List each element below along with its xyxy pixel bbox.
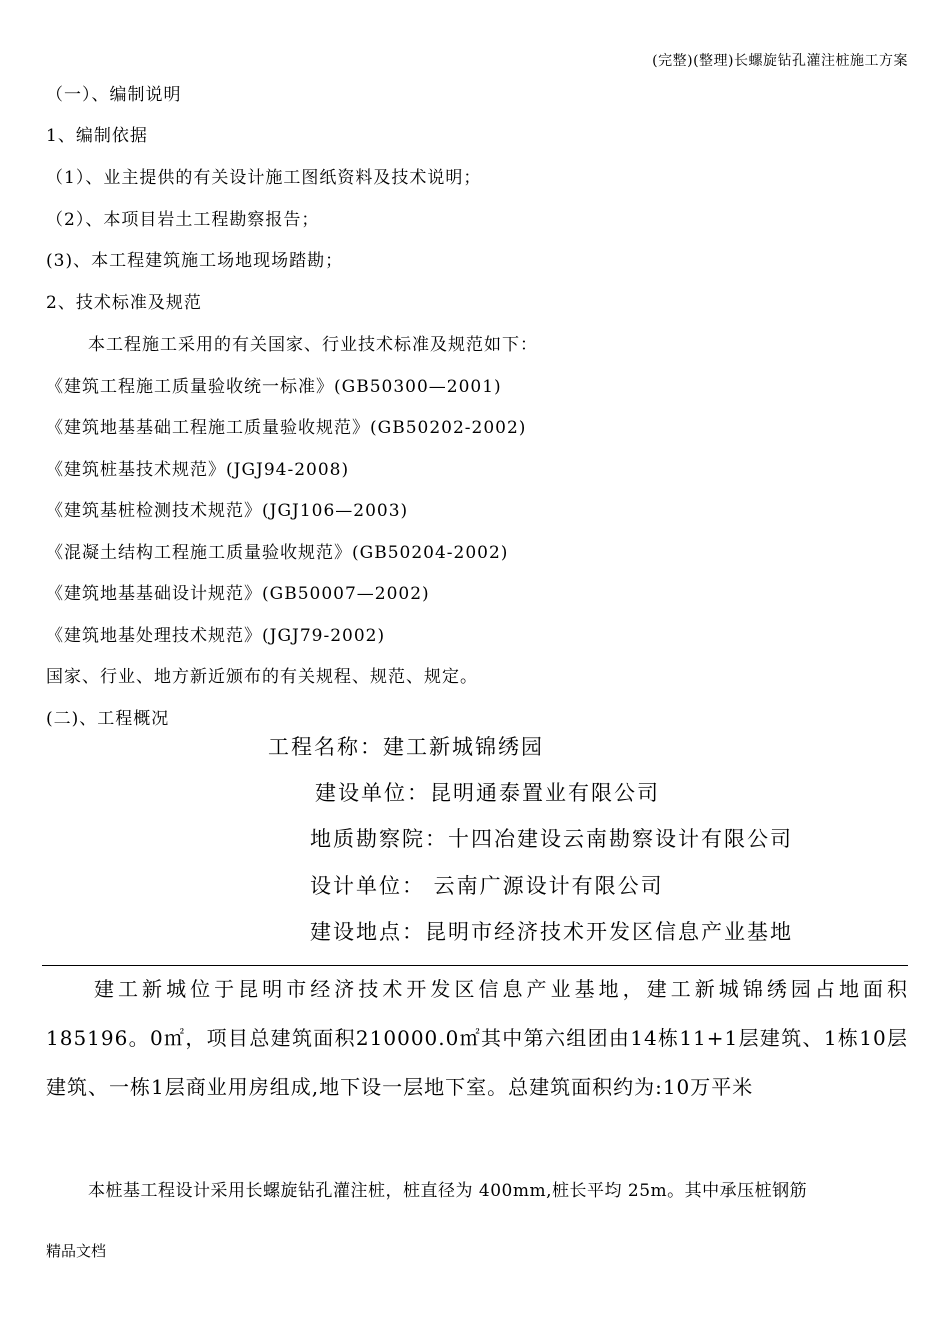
survey-institute: 地质勘察院：十四冶建设云南勘察设计有限公司 <box>310 827 793 851</box>
standard-item: 《建筑工程施工质量验收统一标准》(GB50300—2001) <box>46 377 502 397</box>
project-overview-paragraph: 建工新城位于昆明市经济技术开发区信息产业基地，建工新城锦绣园占地面积185196。0㎡，项目总建筑面积210000.0㎡其中第六组团由14栋11+1层建筑、1栋10层建筑、一栋1层商业用房组成,地下设一层地下室。总建筑面积约为:10万平米 <box>46 977 908 1099</box>
standards-heading: 2、技术标准及规范 <box>46 293 202 313</box>
standards-intro: 本工程施工采用的有关国家、行业技术标准及规范如下： <box>88 335 538 355</box>
standard-item: 《建筑基桩检测技术规范》(JGJ106—2003) <box>46 501 409 521</box>
document-header-title: (完整)(整理)长螺旋钻孔灌注桩施工方案 <box>652 53 908 69</box>
footer-label: 精品文档 <box>46 1242 107 1260</box>
basis-item: （2）、本项目岩土工程勘察报告； <box>46 210 320 230</box>
design-unit: 设计单位： 云南广源设计有限公司 <box>310 874 664 898</box>
standard-item: 《建筑地基基础设计规范》(GB50007—2002) <box>46 584 430 604</box>
construction-site: 建设地点：昆明市经济技术开发区信息产业基地 <box>310 920 793 944</box>
standard-item: 《建筑地基处理技术规范》(JGJ79-2002) <box>46 626 386 646</box>
project-name: 工程名称：建工新城锦绣园 <box>268 735 544 759</box>
standard-item: 《建筑地基基础工程施工质量验收规范》(GB50202-2002) <box>46 418 527 438</box>
standard-item: 《建筑桩基技术规范》(JGJ94-2008) <box>46 460 350 480</box>
pile-description-paragraph: 本桩基工程设计采用长螺旋钻孔灌注桩，桩直径为 400mm,桩长平均 25m。其中承压桩钢筋 <box>88 1181 808 1201</box>
section-heading-overview: (二)、工程概况 <box>46 709 170 729</box>
standard-item: 《混凝土结构工程施工质量验收规范》(GB50204-2002) <box>46 543 509 563</box>
standards-closing: 国家、行业、地方新近颁布的有关规程、规范、规定。 <box>46 667 478 687</box>
basis-item: （1）、业主提供的有关设计施工图纸资料及技术说明； <box>46 168 482 188</box>
construction-unit: 建设单位：昆明通泰置业有限公司 <box>315 781 660 805</box>
section-heading-compilation: （一）、编制说明 <box>46 85 182 105</box>
basis-item: (3)、本工程建筑施工场地现场踏勘； <box>46 251 344 271</box>
basis-heading: 1、编制依据 <box>46 126 148 146</box>
